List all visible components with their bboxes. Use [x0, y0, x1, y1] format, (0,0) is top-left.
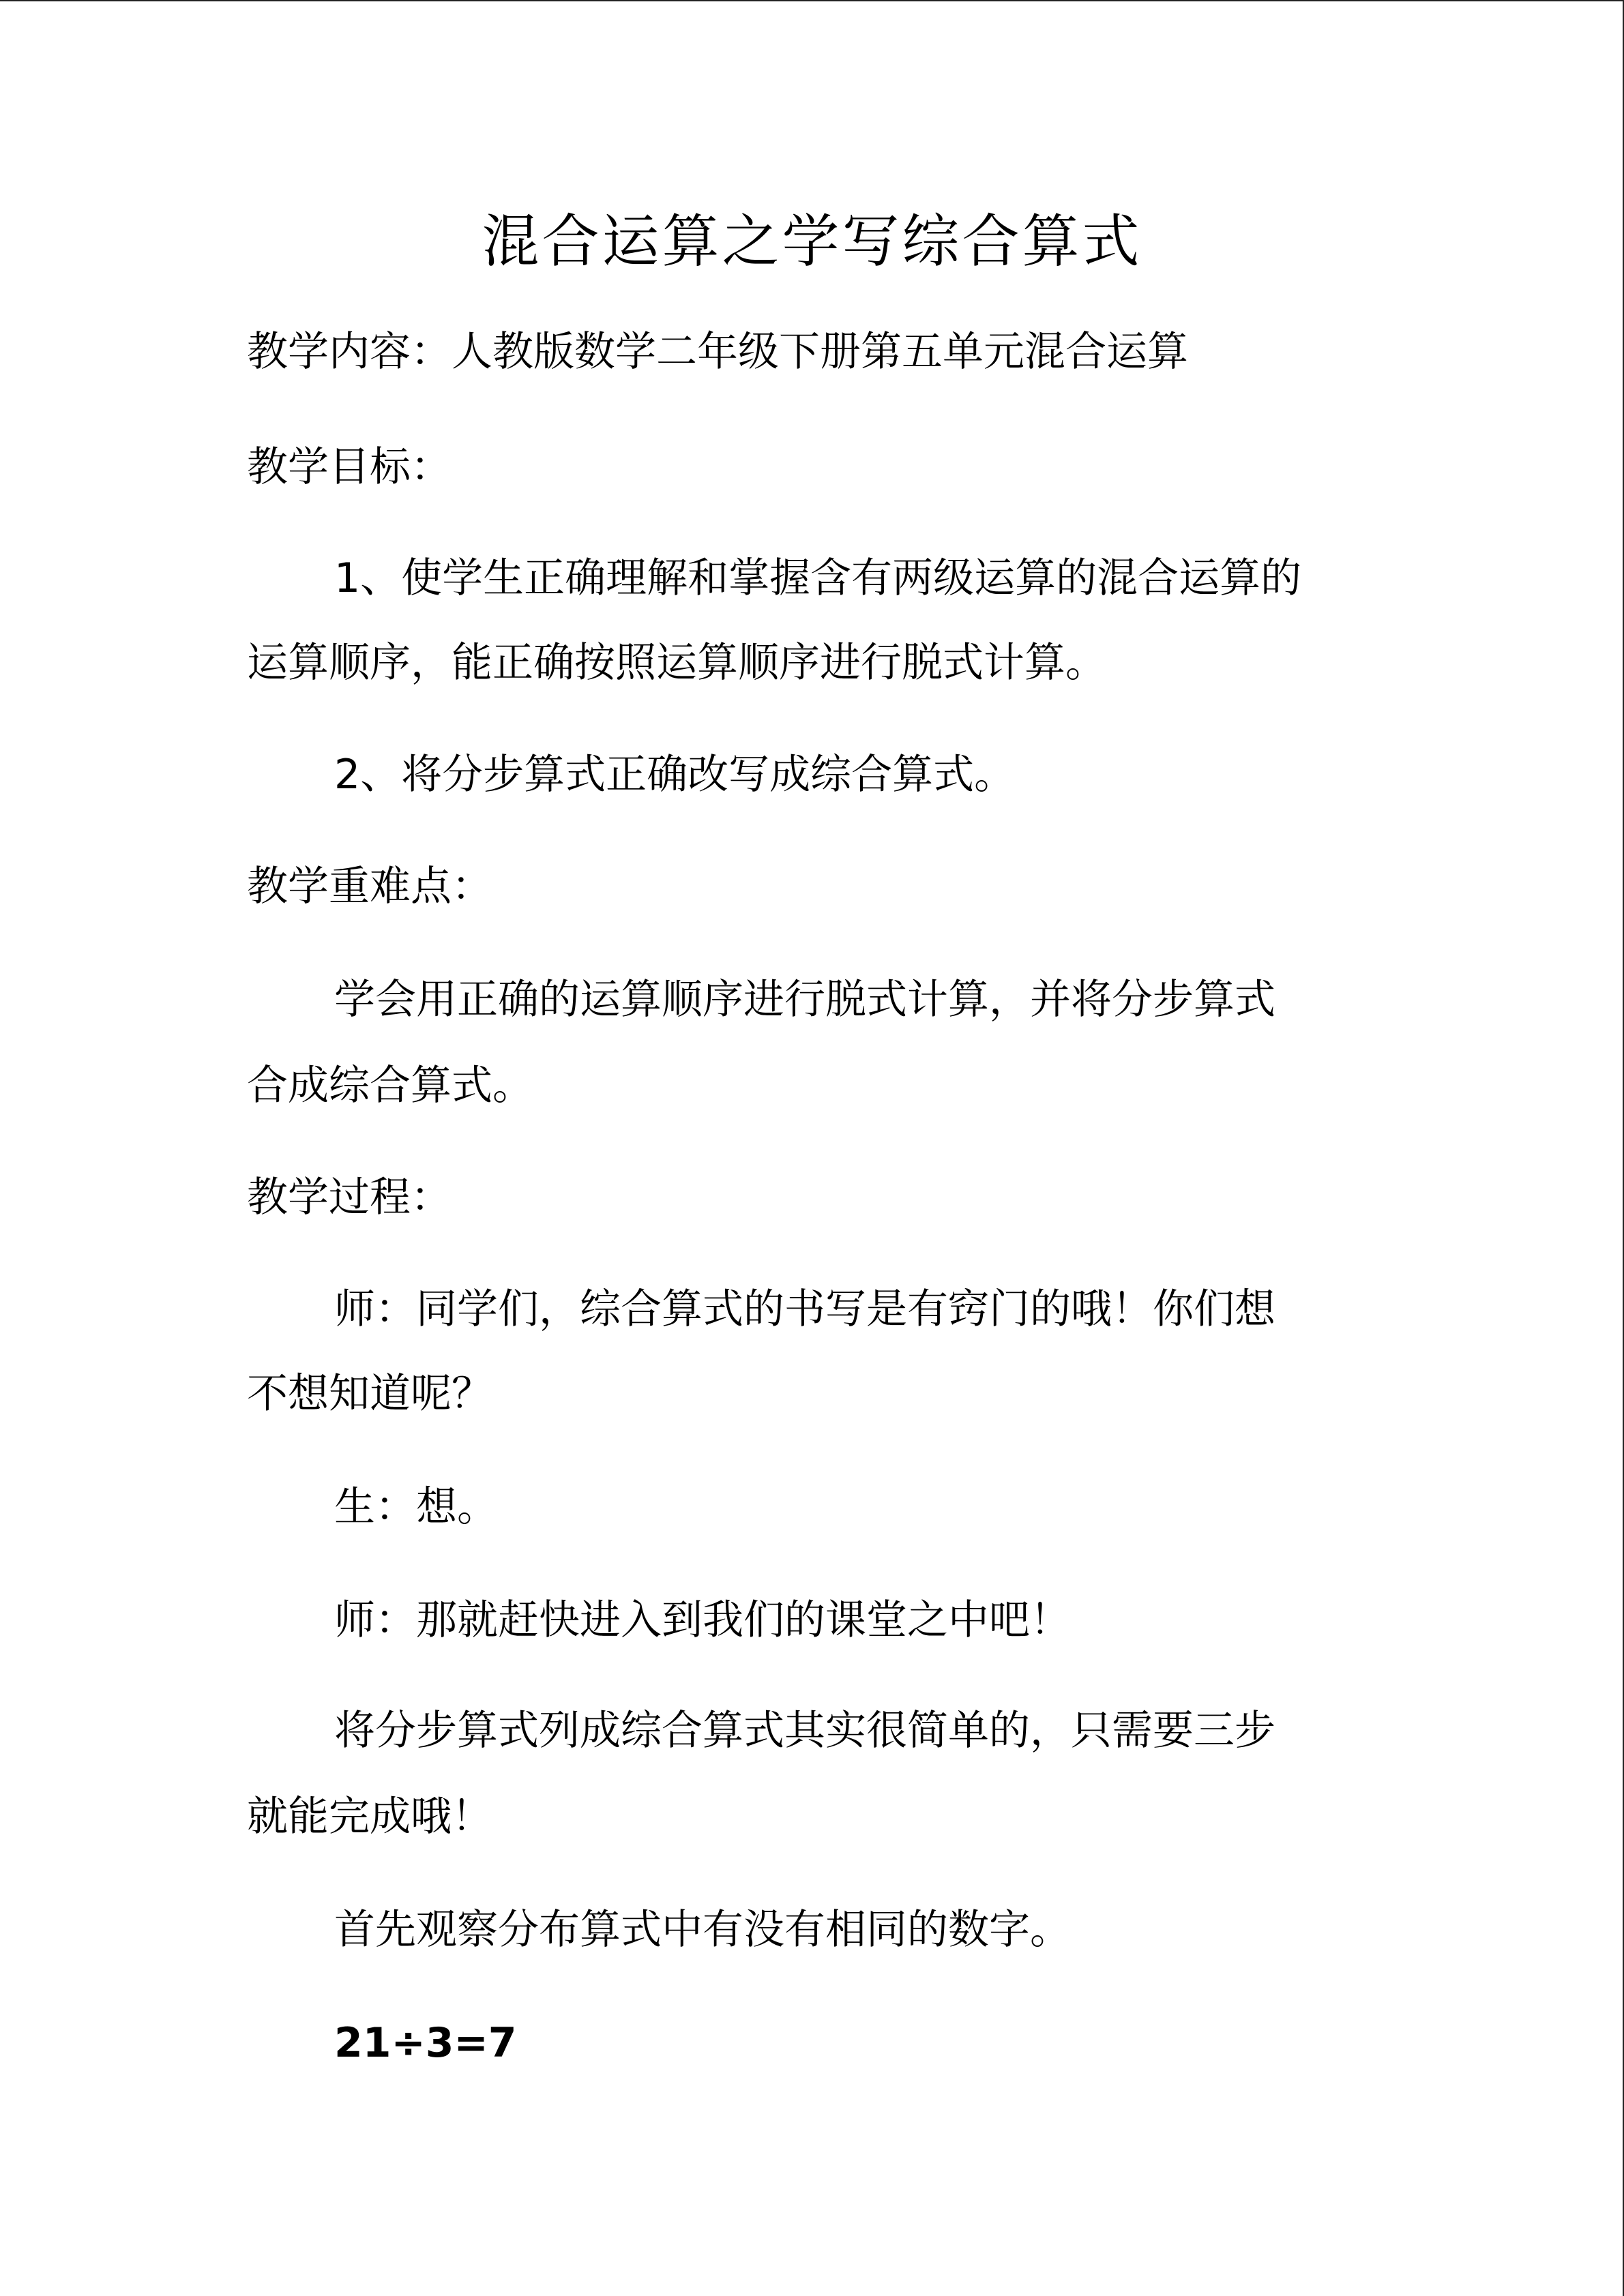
teaching-content: 教学内容：人教版数学二年级下册第五单元混合运算	[247, 328, 1188, 376]
keypoints-heading: 教学重难点：	[247, 863, 492, 910]
keypoints-line-1: 学会用正确的运算顺序进行脱式计算，并将分步算式	[334, 976, 1275, 1024]
teacher-line-1-b: 不想知道呢？	[247, 1370, 492, 1418]
teacher-line-2: 师：那就赶快进入到我们的课堂之中吧！	[334, 1596, 1071, 1644]
goal-2: 2、将分步算式正确改写成综合算式。	[334, 751, 1016, 799]
keypoints-line-2: 合成综合算式。	[247, 1062, 533, 1109]
student-line-1: 生：想。	[334, 1483, 498, 1531]
goal-1-line-2: 运算顺序，能正确按照运算顺序进行脱式计算。	[247, 639, 1106, 687]
paragraph-1-line-1: 将分步算式列成综合算式其实很简单的，只需要三步	[334, 1707, 1275, 1755]
teacher-line-1-a: 师：同学们，综合算式的书写是有窍门的哦！你们想	[334, 1285, 1275, 1333]
goal-1-line-1: 1、使学生正确理解和掌握含有两级运算的混合运算的	[334, 554, 1302, 602]
paragraph-1-line-2: 就能完成哦！	[247, 1793, 492, 1840]
equation: 21÷3=7	[334, 2019, 517, 2067]
goals-heading: 教学目标：	[247, 443, 452, 491]
document-title: 混合运算之学写综合算式	[482, 208, 1142, 275]
paragraph-2: 首先观察分布算式中有没有相同的数字。	[334, 1906, 1071, 1954]
process-heading: 教学过程：	[247, 1174, 452, 1221]
